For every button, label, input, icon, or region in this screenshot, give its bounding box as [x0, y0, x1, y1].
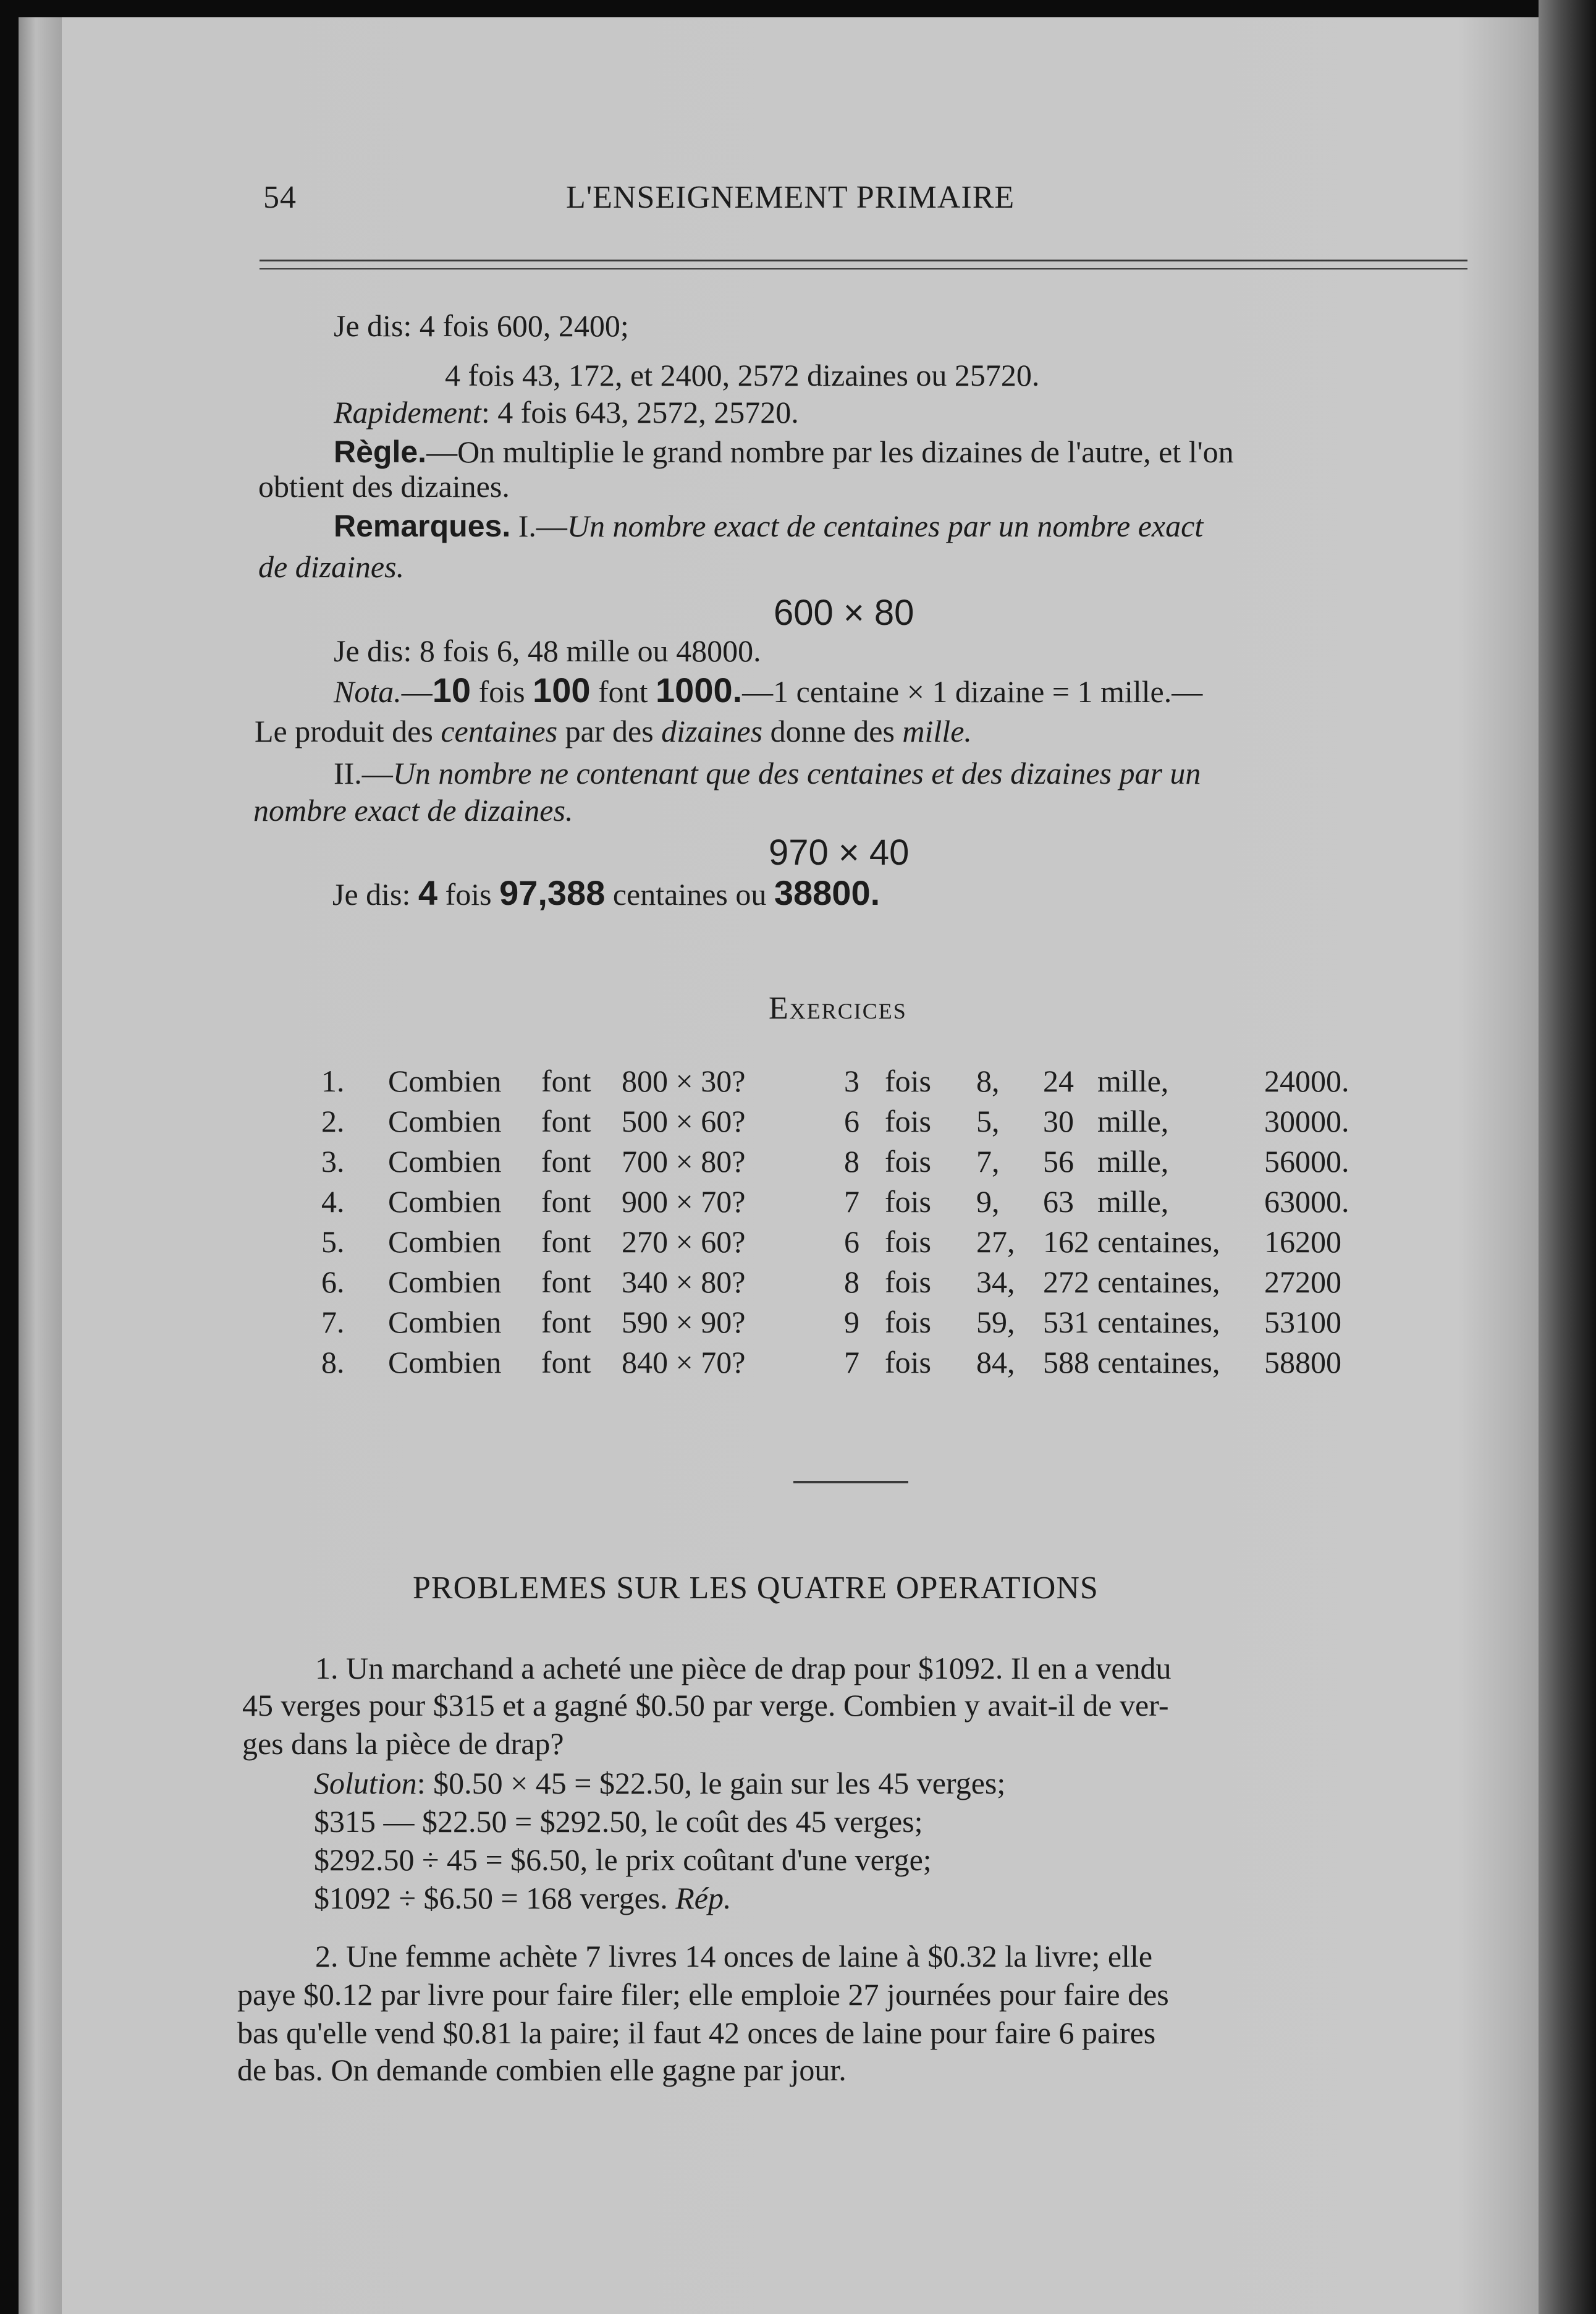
example2-value: 97,388 — [499, 873, 606, 912]
exercise-cell-r: 30000. — [1264, 1104, 1349, 1138]
solution-line-2: $315 — $22.50 = $292.50, le coût des 45 verges; — [314, 1804, 923, 1839]
nota-line-2 — [255, 712, 972, 750]
remark1-line-2: de dizaines. — [258, 549, 405, 584]
exercise-cell-fo: fois — [885, 1184, 931, 1219]
rule-line-2: obtient des dizaines. — [258, 469, 510, 504]
exercise-cell-n: 2. — [321, 1104, 345, 1138]
exercise-cell-c: 162 — [1043, 1224, 1089, 1259]
exercise-cell-f: font — [541, 1144, 591, 1179]
remark2-num: II.— — [334, 756, 393, 790]
nota-rest: —1 centaine × 1 dizaine = 1 mille.— — [742, 674, 1203, 709]
exercise-cell-u: centaines, — [1097, 1265, 1220, 1299]
exercise-cell-n: 5. — [321, 1224, 345, 1259]
exercise-cell-a: 7 — [844, 1184, 859, 1219]
exercise-cell-expr: 340 × 80? — [622, 1265, 746, 1299]
exercise-cell-fo: fois — [885, 1345, 931, 1380]
exercise-cell-r: 58800 — [1264, 1345, 1341, 1380]
exercise-cell-r: 27200 — [1264, 1265, 1341, 1299]
remark2-line-1 — [334, 754, 1201, 792]
exercise-cell-expr: 500 × 60? — [622, 1104, 746, 1138]
solution-line-3: $292.50 ÷ 45 = $6.50, le prix coûtant d'une verge; — [314, 1842, 932, 1877]
exercise-cell-c: 30 — [1043, 1104, 1074, 1138]
remark1-num: I.— — [510, 509, 567, 543]
nota2-a: Le produit des — [255, 714, 441, 748]
nota-label: Nota. — [334, 674, 402, 709]
exercise-cell-r: 56000. — [1264, 1144, 1349, 1179]
exercise-cell-a: 6 — [844, 1224, 859, 1259]
exercise-cell-f: font — [541, 1064, 591, 1098]
exercise-cell-b: 27, — [976, 1224, 1015, 1259]
intro-line-1: Je dis: 4 fois 600, 2400; — [334, 308, 629, 343]
exercise-cell-f: font — [541, 1184, 591, 1219]
rapid-line — [334, 393, 799, 431]
header-rule-top — [260, 260, 1467, 261]
exercise-cell-q: Combien — [388, 1104, 502, 1138]
exercise-cell-q: Combien — [388, 1144, 502, 1179]
exercise-cell-q: Combien — [388, 1064, 502, 1098]
example2-result: 38800. — [774, 873, 880, 912]
exercise-cell-fo: fois — [885, 1064, 931, 1098]
rule-label: Règle. — [334, 434, 427, 469]
exercise-cell-r: 53100 — [1264, 1305, 1341, 1339]
example1-formula: 600 × 80 — [774, 593, 914, 633]
solution-line-1 — [314, 1764, 1005, 1802]
exercise-cell-q: Combien — [388, 1305, 502, 1339]
exercise-cell-f: font — [541, 1224, 591, 1259]
exercise-cell-b: 7, — [976, 1144, 1000, 1179]
remark2-line-2: nombre exact de dizaines. — [253, 793, 573, 828]
exercise-cell-n: 4. — [321, 1184, 345, 1219]
exercise-cell-c: 63 — [1043, 1184, 1074, 1219]
exercise-cell-fo: fois — [885, 1144, 931, 1179]
exercise-cell-c: 56 — [1043, 1144, 1074, 1179]
page-edge-shadow — [1539, 0, 1596, 2314]
solution-rep: Rép. — [675, 1881, 732, 1915]
exercise-cell-b: 5, — [976, 1104, 1000, 1138]
nota2-mille: mille. — [902, 714, 972, 748]
page-binding-shadow — [19, 17, 62, 2314]
exercise-cell-q: Combien — [388, 1345, 502, 1380]
rule-text-1: —On multiplie le grand nombre par les dizaines de l'autre, et l'on — [426, 434, 1234, 469]
solution-line-4 — [314, 1879, 731, 1917]
exercise-cell-u: mille, — [1097, 1144, 1169, 1179]
exercise-cell-fo: fois — [885, 1224, 931, 1259]
exercise-cell-n: 1. — [321, 1064, 345, 1098]
exercise-cell-f: font — [541, 1265, 591, 1299]
rapid-text: : 4 fois 643, 2572, 25720. — [481, 395, 799, 430]
problems-title: PROBLEMES SUR LES QUATRE OPERATIONS — [413, 1570, 1099, 1606]
exercise-cell-u: mille, — [1097, 1104, 1169, 1138]
exercise-cell-expr: 270 × 60? — [622, 1224, 746, 1259]
exercise-cell-c: 531 — [1043, 1305, 1089, 1339]
exercise-cell-u: centaines, — [1097, 1345, 1220, 1380]
exercise-cell-n: 3. — [321, 1144, 345, 1179]
exercise-cell-expr: 800 × 30? — [622, 1064, 746, 1098]
exercise-cell-n: 7. — [321, 1305, 345, 1339]
nota2-centaines: centaines — [441, 714, 558, 748]
exercise-cell-u: mille, — [1097, 1064, 1169, 1098]
problem2-line-3: bas qu'elle vend $0.81 la paire; il faut 42 onces de laine pour faire 6 paires — [237, 2015, 1156, 2050]
exercises-title: Exercices — [769, 991, 907, 1026]
solution-text-1: : $0.50 × 45 = $22.50, le gain sur les 45 verges; — [416, 1766, 1006, 1800]
exercise-cell-r: 63000. — [1264, 1184, 1349, 1219]
exercise-cell-r: 16200 — [1264, 1224, 1341, 1259]
solution-text-4: $1092 ÷ $6.50 = 168 verges. — [314, 1881, 676, 1915]
exercise-cell-fo: fois — [885, 1305, 931, 1339]
nota-thousand: 1000. — [656, 671, 743, 710]
exercise-cell-a: 7 — [844, 1345, 859, 1380]
example2-je-dis: Je dis: — [332, 877, 418, 912]
intro-line-2: 4 fois 43, 172, et 2400, 2572 dizaines ou 25720. — [445, 358, 1040, 392]
example2-four: 4 — [418, 873, 438, 912]
page-number: 54 — [263, 180, 297, 215]
exercise-cell-q: Combien — [388, 1224, 502, 1259]
exercise-cell-b: 34, — [976, 1265, 1015, 1299]
nota2-e: donne des — [762, 714, 903, 748]
remark2-text-1: Un nombre ne contenant que des centaines et des dizaines par un — [392, 756, 1201, 790]
nota2-c: par des — [557, 714, 662, 748]
problem1-line-3: ges dans la pièce de drap? — [242, 1726, 564, 1761]
solution-label: Solution — [314, 1766, 417, 1800]
header-rule-bottom — [260, 268, 1467, 269]
remark1-text-1: Un nombre exact de centaines par un nombre exact — [567, 509, 1204, 543]
exercise-cell-n: 8. — [321, 1345, 345, 1380]
example2-formula: 970 × 40 — [769, 833, 910, 873]
nota-hundred: 100 — [533, 671, 591, 710]
exercise-cell-fo: fois — [885, 1104, 931, 1138]
exercise-cell-fo: fois — [885, 1265, 931, 1299]
problem2-line-1: 2. Une femme achète 7 livres 14 onces de laine à $0.32 la livre; elle — [315, 1939, 1153, 1973]
exercise-cell-a: 8 — [844, 1144, 859, 1179]
exercise-cell-a: 8 — [844, 1265, 859, 1299]
exercise-cell-expr: 840 × 70? — [622, 1345, 746, 1380]
remark1-line-1 — [334, 507, 1203, 545]
exercise-cell-f: font — [541, 1104, 591, 1138]
rule-line-1 — [334, 433, 1234, 471]
problem1-line-1: 1. Un marchand a acheté une pièce de drap pour $1092. Il en a vendu — [315, 1651, 1172, 1685]
section-divider — [793, 1481, 908, 1483]
nota-dash: — — [401, 674, 433, 709]
example2-centaines: centaines ou — [605, 877, 774, 912]
exercise-cell-u: centaines, — [1097, 1305, 1220, 1339]
nota-line-1 — [334, 671, 1202, 711]
remarks-label: Remarques. — [334, 509, 511, 543]
exercise-cell-b: 8, — [976, 1064, 1000, 1098]
nota-fois: fois — [471, 674, 533, 709]
exercise-cell-c: 588 — [1043, 1345, 1089, 1380]
exercise-cell-n: 6. — [321, 1265, 345, 1299]
exercise-cell-f: font — [541, 1345, 591, 1380]
problem2-line-4: de bas. On demande combien elle gagne par jour. — [237, 2053, 847, 2087]
example2-fois: fois — [437, 877, 500, 912]
exercise-cell-expr: 700 × 80? — [622, 1144, 746, 1179]
exercise-cell-c: 272 — [1043, 1265, 1089, 1299]
nota-font: font — [590, 674, 656, 709]
problem1-line-2: 45 verges pour $315 et a gagné $0.50 par verge. Combien y avait-il de ver- — [242, 1688, 1169, 1723]
exercise-cell-q: Combien — [388, 1184, 502, 1219]
exercise-cell-b: 84, — [976, 1345, 1015, 1380]
exercise-cell-b: 59, — [976, 1305, 1015, 1339]
exercise-cell-expr: 590 × 90? — [622, 1305, 746, 1339]
exercise-cell-c: 24 — [1043, 1064, 1074, 1098]
example1-line: Je dis: 8 fois 6, 48 mille ou 48000. — [334, 634, 761, 668]
running-title: L'ENSEIGNEMENT PRIMAIRE — [566, 180, 1015, 215]
exercise-cell-b: 9, — [976, 1184, 1000, 1219]
exercise-cell-a: 9 — [844, 1305, 859, 1339]
exercise-cell-u: mille, — [1097, 1184, 1169, 1219]
exercise-cell-f: font — [541, 1305, 591, 1339]
exercise-cell-expr: 900 × 70? — [622, 1184, 746, 1219]
exercise-cell-a: 6 — [844, 1104, 859, 1138]
exercise-cell-r: 24000. — [1264, 1064, 1349, 1098]
example2-line — [332, 874, 880, 913]
nota2-dizaines: dizaines — [661, 714, 763, 748]
nota-ten: 10 — [432, 671, 471, 710]
problem2-line-2: paye $0.12 par livre pour faire filer; elle emploie 27 journées pour faire des — [237, 1977, 1169, 2012]
exercise-cell-q: Combien — [388, 1265, 502, 1299]
exercise-cell-a: 3 — [844, 1064, 859, 1098]
exercise-cell-u: centaines, — [1097, 1224, 1220, 1259]
rapid-label: Rapidement — [334, 395, 481, 430]
